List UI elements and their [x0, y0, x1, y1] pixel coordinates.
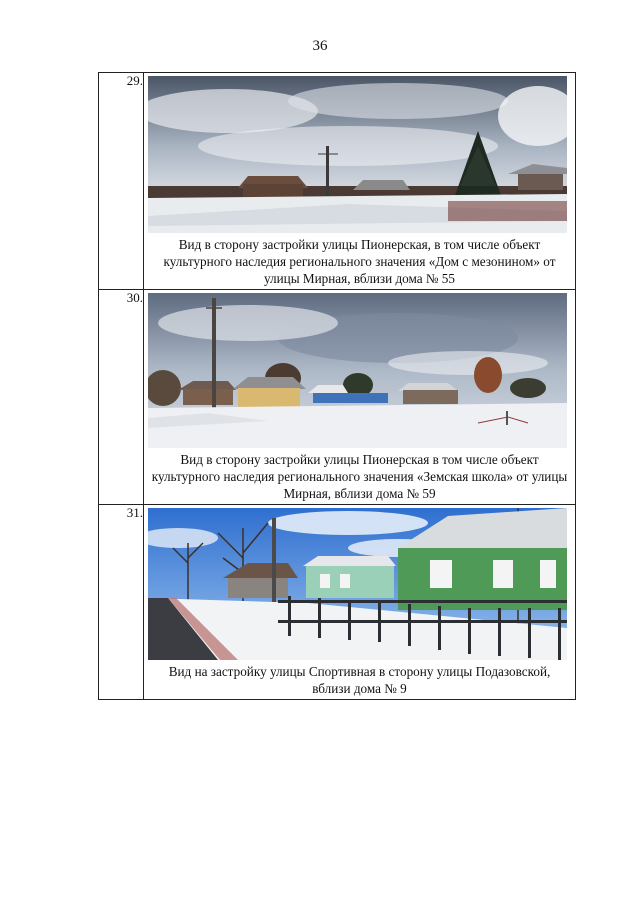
- table-row: [99, 505, 576, 700]
- row-number: 30.: [99, 290, 144, 505]
- row-number: 29.: [99, 73, 144, 290]
- table-row: [99, 73, 576, 290]
- photo-cell: [144, 73, 576, 290]
- photo-caption: Вид в сторону застройки улицы Пионерская в том числе объект культурного наследия регионального значения «Земская школа» от улицы Мирная, вблизи дома № 59: [151, 452, 568, 501]
- photo-street-pionerskaya-59: [148, 293, 567, 448]
- photo-cell: [144, 290, 576, 505]
- page-number: 36: [312, 38, 328, 54]
- photo-caption: Вид в сторону застройки улицы Пионерская, в том числе объект культурного наследия регионального значения «Дом с мезонином» от улицы Мирная, вблизи дома № 55: [163, 237, 556, 286]
- row-number: 31.: [99, 505, 144, 700]
- photo-caption: Вид на застройку улицы Спортивная в сторону улицы Подазовской, вблизи дома № 9: [168, 664, 551, 696]
- photo-street-sportivnaya-9: [148, 508, 567, 660]
- photo-cell: [144, 505, 576, 700]
- table-row: [99, 290, 576, 505]
- photo-table: [98, 72, 576, 700]
- photo-street-pionerskaya-55: [148, 76, 567, 233]
